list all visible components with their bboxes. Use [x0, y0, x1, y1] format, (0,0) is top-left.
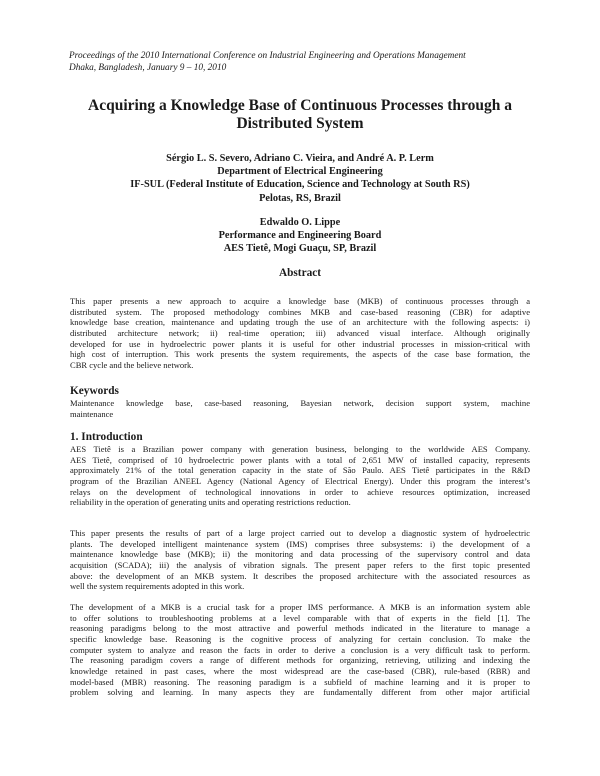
abstract-text [70, 296, 530, 371]
introduction-heading: 1. Introduction [70, 431, 143, 443]
conference-name: Proceedings of the 2010 International Conference on Industrial Engineering and Operations Management [69, 51, 466, 61]
author-department: Performance and Engineering Board [218, 230, 382, 242]
text-line: approximately 21% of the total generation capacity in the state of São Paulo. AES Tietê participates in the R&D [70, 465, 530, 476]
text-line: well the system requirements adopted in this work. [70, 581, 245, 592]
title-line: Distributed System [236, 115, 364, 132]
text-line: high cost of interruption. This work presents the system requirements, the aspects of the case base formation, the [70, 349, 530, 360]
text-line: maintenance [70, 408, 114, 419]
author-location: Pelotas, RS, Brazil [259, 192, 341, 204]
text-line: This paper presents the results of part of a large project carried out to develop a diagnostic system of hydroelectric [70, 528, 530, 538]
text-line: relays on the development of technological innovations in order to achieve resources optimization, increased [70, 486, 530, 497]
text-line: The development of a MKB is a crucial task for a proper IMS performance. A MKB is an information system able [70, 602, 530, 612]
author-location: AES Tietê, Mogi Guaçu, SP, Brazil [223, 243, 377, 255]
text-line: Maintenance knowledge base, case-based reasoning, Bayesian network, decision support system, machine [70, 398, 530, 408]
introduction-paragraph-1 [70, 444, 530, 508]
abstract-heading: Abstract [278, 267, 322, 279]
text-line: AES Tietê, comprised of 10 hydroelectric power plants with a total of 2,651 MW of installed capacity, represents [70, 454, 530, 465]
conference-header [69, 51, 539, 74]
text-line: developed for use in hydroelectric power plants it is useful for other industrial processes in mission-critical with [70, 338, 530, 349]
keywords-heading: Keywords [70, 385, 119, 397]
author-names: Edwaldo O. Lippe [259, 217, 341, 228]
text-line: to offer solutions to troubleshooting problems at a level comparable with that of experts in the field [1]. The [70, 612, 530, 623]
author-institute: IF-SUL (Federal Institute of Education, Science and Technology at South RS) [130, 179, 470, 191]
text-line: AES Tietê is a Brazilian power company with generation business, belonging to the worldwide AES Company. [70, 444, 530, 454]
text-line: above: the development of an MKB system. It describes the proposed architecture with the associated resources as [70, 570, 530, 581]
text-line: acquisition (SCADA); iii) the analysis of vibration signals. The present paper refers to the first topic presented [70, 559, 530, 570]
text-line: knowledge base creation, maintenance and updating trough the use of an architecture with the following aspects: i) [70, 317, 530, 328]
text-line: maintenance knowledge base (MKB); ii) the monitoring and data processing of the supervisory control and data [70, 549, 530, 560]
keywords-text [70, 398, 530, 419]
text-line: reliability in the operation of generating units and operating restrictions reduction. [70, 497, 351, 508]
author-block-1 [70, 152, 530, 205]
text-line: problem solving and learning. In many aspects they are fundamentally different from other major artificial [70, 687, 530, 698]
text-line: The reasoning paradigm covers a range of different methods for organizing, retrieving, utilizing and indexing the [70, 655, 530, 666]
introduction-paragraph-3 [70, 602, 530, 698]
text-line: knowledge retained in past cases, where the most widespread are the case-based (CBR), rule-based (RBR) and [70, 665, 530, 676]
conference-location: Dhaka, Bangladesh, January 9 – 10, 2010 [69, 62, 227, 73]
text-line: program of the Brazilian ANEEL Agency (National Agency of Electrical Energy). Under this program the interest’s [70, 475, 530, 486]
text-line: model-based (MBR) reasoning. The reasoning paradigm is a subfield of machine learning and it is proper to [70, 676, 530, 687]
introduction-paragraph-2 [70, 528, 530, 592]
author-names: Sérgio L. S. Severo, Adriano C. Vieira, and André A. P. Lerm [166, 153, 434, 164]
text-line: computer system to analyze and reason the facts in order to derive a conclusion is a very difficult task to perform. [70, 644, 530, 655]
text-line: distributed system. The proposed methodology combines MKB and case-based reasoning (CBR) for adaptive [70, 306, 530, 317]
author-department: Department of Electrical Engineering [217, 166, 383, 178]
text-line: specific knowledge base. Reasoning is the cognitive process of analyzing for certain conclusion. To make the [70, 633, 530, 644]
title-line: Acquiring a Knowledge Base of Continuous Processes through a [88, 97, 512, 114]
text-line: distributed architecture network; ii) real-time operation; iii) advanced visual interface. Although originally [70, 327, 530, 338]
text-line: CBR cycle and the believe network. [70, 359, 194, 370]
author-block-2 [70, 216, 530, 256]
paper-title [70, 97, 530, 133]
text-line: This paper presents a new approach to acquire a knowledge base (MKB) of continuous processes through a [70, 296, 530, 306]
text-line: plants. The developed intelligent maintenance system (IMS) comprises three subsystems: i) the development of a [70, 538, 530, 549]
text-line: reasoning paradigms belong to the most attractive and powerful methods indicated in the literature to manage a [70, 623, 530, 634]
